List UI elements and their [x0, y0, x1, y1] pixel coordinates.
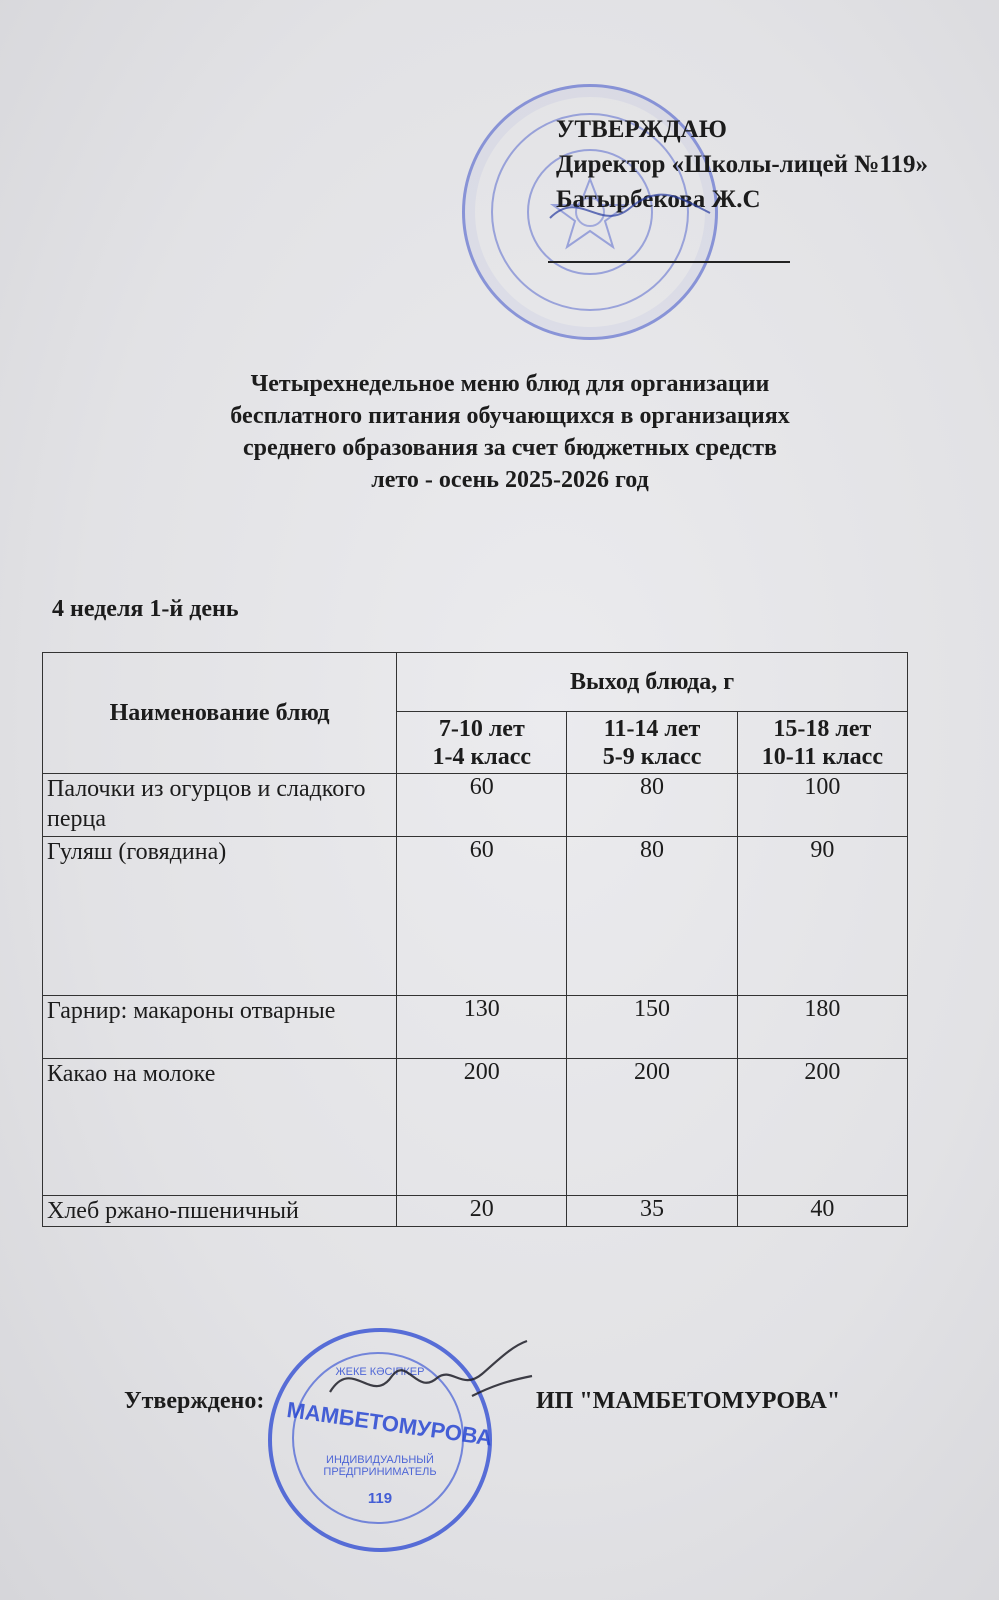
approved-label: Утверждено: [124, 1388, 265, 1414]
portion-value: 80 [567, 774, 737, 837]
title-line-1: Четырехнедельное меню блюд для организации [250, 371, 770, 397]
column-header-age-group [567, 712, 737, 774]
age-range: 15-18 лет [773, 715, 872, 742]
portion-value: 130 [397, 996, 567, 1059]
stamp-number: 119 [367, 1490, 393, 1507]
director-name: Батырбекова Ж.С [556, 186, 761, 213]
column-header-age-group [397, 712, 567, 774]
table-row [43, 996, 908, 1059]
director-signature [540, 178, 720, 238]
grade-range: 1-4 класс [432, 743, 532, 770]
grade-range: 10-11 класс [761, 743, 883, 770]
dish-name: Палочки из огурцов и сладкого перца [43, 774, 397, 837]
signature-line [548, 261, 790, 263]
dish-name: Какао на молоке [43, 1059, 397, 1196]
dish-name: Хлеб ржано-пшеничный [43, 1196, 397, 1227]
portion-value: 60 [397, 837, 567, 996]
menu-table [42, 652, 908, 1227]
portion-value: 200 [567, 1059, 737, 1196]
column-header-yield: Выход блюда, г [397, 653, 908, 712]
day-label: 4 неделя 1-й день [52, 596, 239, 622]
portion-value: 20 [397, 1196, 567, 1227]
portion-value: 40 [737, 1196, 907, 1227]
portion-value: 150 [567, 996, 737, 1059]
portion-value: 100 [737, 774, 907, 837]
age-range: 7-10 лет [438, 715, 525, 742]
column-header-age-group [737, 712, 907, 774]
company-name: ИП "МАМБЕТОМУРОВА" [536, 1388, 841, 1414]
stamp-bottom-text: ИНДИВИДУАЛЬНЫЙ ПРЕДПРИНИМАТЕЛЬ [323, 1454, 437, 1478]
dish-name: Гарнир: макароны отварные [43, 996, 397, 1059]
page-title [80, 368, 940, 496]
table-row [43, 1059, 908, 1196]
column-header-name: Наименование блюд [43, 653, 397, 774]
portion-value: 60 [397, 774, 567, 837]
table-row [43, 774, 908, 837]
table-row [43, 1196, 908, 1227]
title-line-4: лето - осень 2025-2026 год [371, 467, 649, 493]
dish-name: Гуляш (говядина) [43, 837, 397, 996]
stamp-name: МАМБЕТОМУРОВА [285, 1396, 494, 1451]
portion-value: 200 [397, 1059, 567, 1196]
grade-range: 5-9 класс [602, 743, 702, 770]
stamp-top-text: ЖЕКЕ КӘСІПКЕР [335, 1366, 425, 1378]
portion-value: 80 [567, 837, 737, 996]
age-range: 11-14 лет [603, 715, 701, 742]
table-row [43, 837, 908, 996]
portion-value: 180 [737, 996, 907, 1059]
approve-label: УТВЕРЖДАЮ [556, 116, 727, 143]
portion-value: 90 [737, 837, 907, 996]
director-label: Директор «Школы-лицей №119» [556, 151, 929, 178]
handwritten-signature [322, 1336, 542, 1416]
portion-value: 35 [567, 1196, 737, 1227]
title-line-2: бесплатного питания обучающихся в организациях [230, 403, 790, 429]
title-line-3: среднего образования за счет бюджетных средств [243, 435, 777, 461]
portion-value: 200 [737, 1059, 907, 1196]
